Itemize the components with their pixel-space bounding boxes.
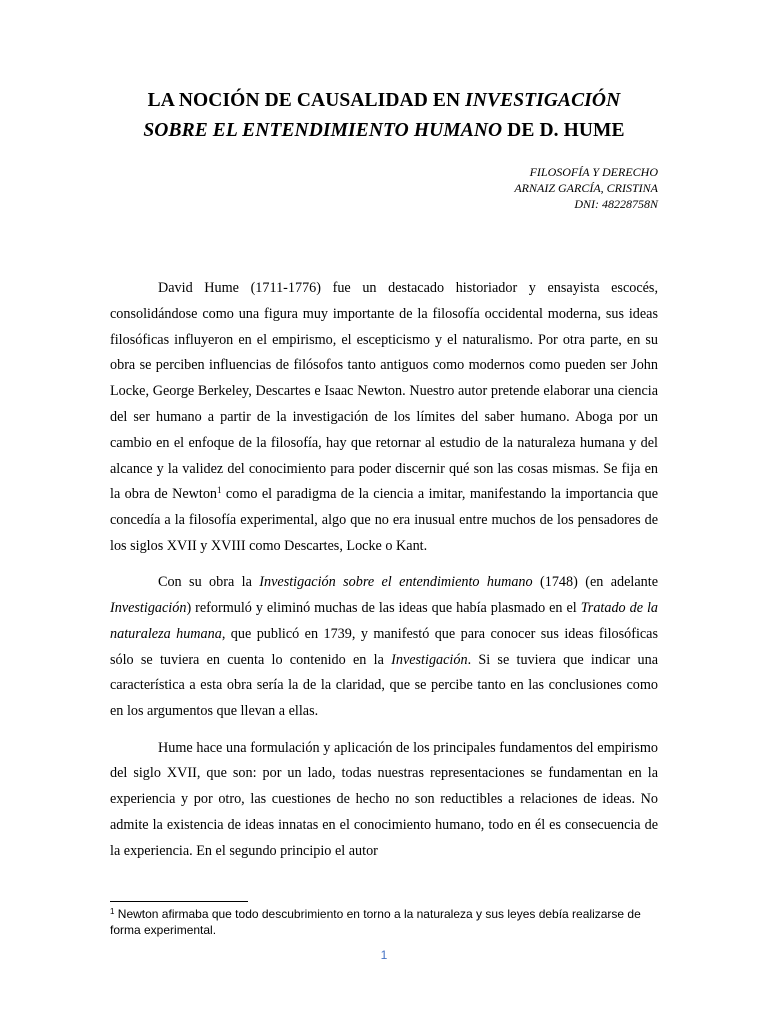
paragraph-2 [110,570,658,725]
page-number: 1 [380,948,388,962]
footnote-text: Newton afirmaba que todo descubrimiento en torno a la naturaleza y sus leyes debía realizarse de forma experimental. [110,907,641,937]
paragraph-3: Hume hace una formulación y aplicación de los principales fundamentos del empirismo del siglo XVII, que son: por un lado, todas nuestras representaciones se fundamentan en la experiencia y por otro, las cuestiones de hecho no son reductibles a relaciones de ideas. No admite la existencia de ideas innatas en el conocimiento humano, todo en él es consecuencia de la experiencia. En el segundo principio el autor [110,739,658,859]
paragraph-2-text-c: ) reformuló y eliminó muchas de las ideas que había plasmado en el [186,600,581,617]
subject-line: FILOSOFÍA Y DERECHO [529,165,658,179]
book-title-investigacion-full: Investigación sobre el entendimiento humano [259,574,533,591]
paragraph-2-text-d: , que publicó en 1739, y manifestó que para conocer sus ideas filosóficas sólo se tuviera en cuenta lo contenido en la [110,625,658,668]
book-title-tratado: Tratado de la naturaleza humana [110,600,658,642]
document-page [110,0,658,1024]
title-part1: LA NOCIÓN DE CAUSALIDAD EN [147,90,466,111]
paragraph-2-text-a: Con su obra la [158,574,260,591]
author-line: ARNAIZ GARCÍA, CRISTINA [514,181,658,195]
body-text [110,276,658,875]
dni-line: DNI: 48228758N [574,197,658,211]
paragraph-1-text-b: como el paradigma de la ciencia a imitar, manifestando la importancia que concedía a la filosofía experimental, algo que no era inusual entre muchos de los pensadores de los siglos XVII y XVIII como Descartes, Locke o Kant. [110,486,659,554]
document-title [110,86,658,146]
footnote [110,906,658,938]
title-part2-italic: SOBRE EL ENTENDIMIENTO HUMANO [143,120,503,141]
title-part1-italic: INVESTIGACIÓN [465,90,621,111]
author-info [514,164,658,212]
footnote-reference[interactable]: 1 [217,485,222,496]
paragraph-1-text-a: David Hume (1711-1776) fue un destacado historiador y ensayista escocés, consolidándose como una figura muy importante de la filosofía occidental moderna, sus ideas filosóficas influyeron en el empirismo, el escepticismo y el naturalismo. Por otra parte, en su obra se perciben influencias de filósofos tanto antiguos como modernos como pueden ser John Locke, George Berkeley, Descartes e Isaac Newton. Nuestro autor pretende elaborar una ciencia del ser humano a partir de la investigación de los límites del saber humano. Aboga por un cambio en el enfoque de la filosofía, hay que retornar al estudio de la naturaleza humana y del alcance y la validez del conocimiento para poder discernir qué son las cosas mismas. Se fija en la obra de Newton [110,280,658,503]
title-part2: DE D. HUME [502,120,625,141]
book-title-investigacion-short-2: Investigación [391,651,468,668]
paragraph-1 [110,276,658,560]
paragraph-2-text-b: (1748) (en adelante [532,574,658,591]
footnote-number: 1 [110,907,115,916]
book-title-investigacion-short: Investigación [110,600,187,617]
footnote-separator [110,901,248,902]
paragraph-2-text-e: . Si se tuviera que indicar una característica a esta obra sería la de la claridad, que se percibe tanto en las conclusiones como en los argumentos que llevan a ellas. [110,651,658,720]
